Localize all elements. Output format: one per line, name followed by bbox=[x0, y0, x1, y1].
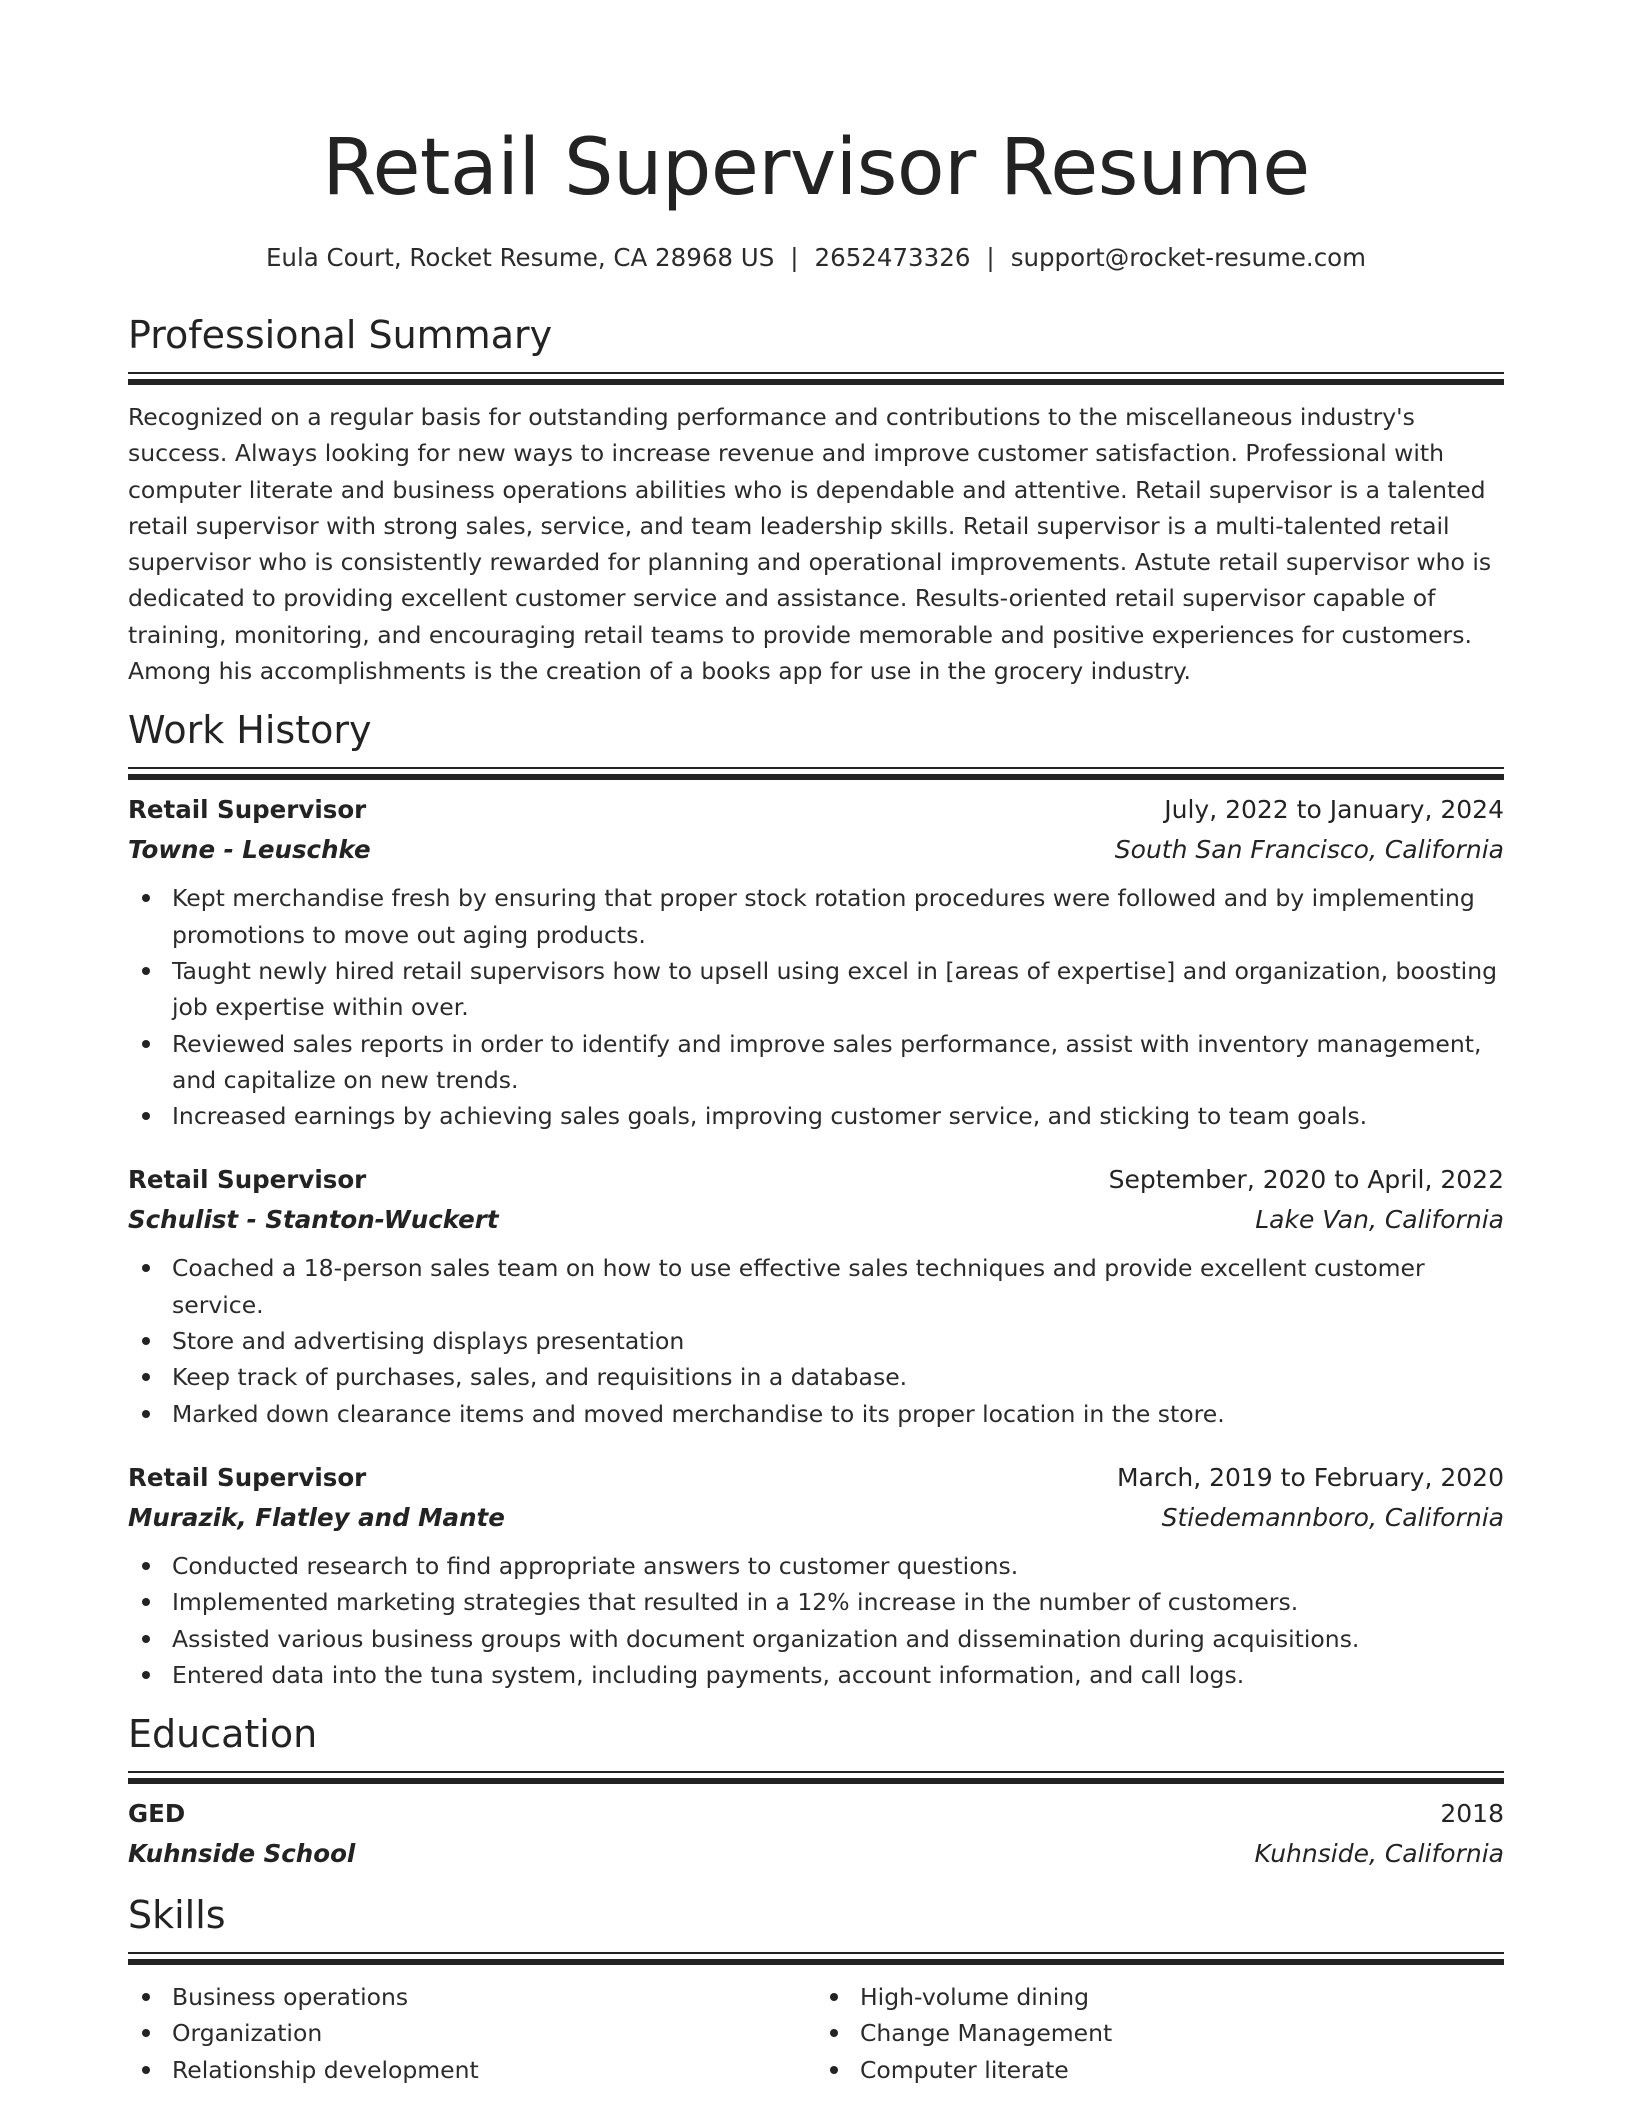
job-title: Retail Supervisor bbox=[128, 1165, 367, 1195]
list-item: Change Management bbox=[860, 2015, 1504, 2051]
education-entry bbox=[128, 1794, 1504, 1874]
education-school: Kuhnside School bbox=[128, 1839, 356, 1869]
contact-separator: | bbox=[986, 243, 995, 272]
section-divider bbox=[128, 1771, 1504, 1784]
job-company: Murazik, Flatley and Mante bbox=[128, 1502, 505, 1532]
job-bullets bbox=[128, 1250, 1504, 1431]
list-item: Keep track of purchases, sales, and requisitions in a database. bbox=[172, 1359, 1504, 1395]
education-year: 2018 bbox=[1440, 1799, 1504, 1829]
list-item: Conducted research to find appropriate answers to customer questions. bbox=[172, 1548, 1504, 1584]
list-item: Assisted various business groups with document organization and dissemination during acquisitions. bbox=[172, 1621, 1504, 1657]
list-item: Business operations bbox=[172, 1979, 816, 2015]
contact-address: Eula Court, Rocket Resume, CA 28968 US bbox=[265, 243, 775, 272]
skills-columns bbox=[128, 1979, 1504, 2088]
work-history-section bbox=[128, 705, 1504, 1693]
job-company: Towne - Leuschke bbox=[128, 835, 371, 865]
list-item: Marked down clearance items and moved merchandise to its proper location in the store. bbox=[172, 1396, 1504, 1432]
job-dates: March, 2019 to February, 2020 bbox=[1116, 1462, 1504, 1492]
section-title: Skills bbox=[128, 1893, 226, 1938]
list-item: High-volume dining bbox=[860, 1979, 1504, 2015]
summary-text: Recognized on a regular basis for outstanding performance and contributions to the miscellaneous industry's success. Always looking for new ways to increase revenue and improve customer satisfaction. Professional with computer literate and business operations abilities who is dependable and attentive. Retail supervisor is a talented retail supervisor with strong sales, service, and team leadership skills. Retail supervisor is a multi-talented retail supervisor who is consistently rewarded for planning and operational improvements. Astute retail supervisor who is dedicated to providing excellent customer service and assistance. Results-oriented retail supervisor capable of training, monitoring, and encouraging retail teams to provide memorable and positive experiences for customers. Among his accomplishments is the creation of a books app for use in the grocery industry. bbox=[128, 403, 1492, 686]
education-section bbox=[128, 1709, 1504, 1874]
list-item: Taught newly hired retail supervisors how to upsell using excel in [areas of expertise] and organization, boosting job expertise within over. bbox=[172, 953, 1504, 1026]
list-item: Organization bbox=[172, 2015, 816, 2051]
section-title: Education bbox=[128, 1712, 318, 1757]
section-divider bbox=[128, 767, 1504, 780]
skills-section bbox=[128, 1890, 1504, 2088]
section-title: Professional Summary bbox=[128, 313, 553, 357]
list-item: Reviewed sales reports in order to identify and improve sales performance, assist with inventory management, and capitalize on new trends. bbox=[172, 1026, 1504, 1099]
education-degree: GED bbox=[128, 1799, 186, 1829]
list-item: Increased earnings by achieving sales goals, improving customer service, and sticking to team goals. bbox=[172, 1098, 1504, 1134]
list-item: Computer literate bbox=[860, 2052, 1504, 2088]
summary-section bbox=[128, 310, 1504, 689]
education-location: Kuhnside, California bbox=[1254, 1839, 1504, 1869]
list-item: Kept merchandise fresh by ensuring that proper stock rotation procedures were followed and by implementing promotions to move out aging products. bbox=[172, 880, 1504, 953]
contact-line bbox=[128, 240, 1504, 276]
section-divider bbox=[128, 372, 1504, 385]
job-location: South San Francisco, California bbox=[1114, 835, 1504, 865]
contact-email[interactable]: support@rocket-resume.com bbox=[1010, 243, 1367, 272]
job-title: Retail Supervisor bbox=[128, 795, 367, 825]
job-location: Stiedemannboro, California bbox=[1161, 1502, 1504, 1532]
job-bullets bbox=[128, 880, 1504, 1134]
list-item: Coached a 18-person sales team on how to use effective sales techniques and provide excellent customer service. bbox=[172, 1250, 1504, 1323]
job-entry bbox=[128, 790, 1504, 1134]
contact-phone: 2652473326 bbox=[814, 243, 971, 272]
list-item: Implemented marketing strategies that resulted in a 12% increase in the number of customers. bbox=[172, 1584, 1504, 1620]
job-bullets bbox=[128, 1548, 1504, 1693]
job-dates: September, 2020 to April, 2022 bbox=[1108, 1165, 1504, 1195]
list-item: Store and advertising displays presentation bbox=[172, 1323, 1504, 1359]
list-item: Entered data into the tuna system, including payments, account information, and call logs. bbox=[172, 1657, 1504, 1693]
resume-title: Retail Supervisor Resume bbox=[322, 123, 1310, 213]
section-title: Work History bbox=[128, 708, 372, 753]
skills-list-right bbox=[816, 1979, 1504, 2088]
skills-list-left bbox=[128, 1979, 816, 2088]
job-location: Lake Van, California bbox=[1255, 1205, 1504, 1235]
job-entry bbox=[128, 1458, 1504, 1693]
contact-separator: | bbox=[790, 243, 799, 272]
section-divider bbox=[128, 1952, 1504, 1965]
job-entry bbox=[128, 1160, 1504, 1431]
job-company: Schulist - Stanton-Wuckert bbox=[128, 1205, 499, 1235]
list-item: Relationship development bbox=[172, 2052, 816, 2088]
job-title: Retail Supervisor bbox=[128, 1462, 367, 1492]
job-dates: July, 2022 to January, 2024 bbox=[1164, 795, 1504, 825]
